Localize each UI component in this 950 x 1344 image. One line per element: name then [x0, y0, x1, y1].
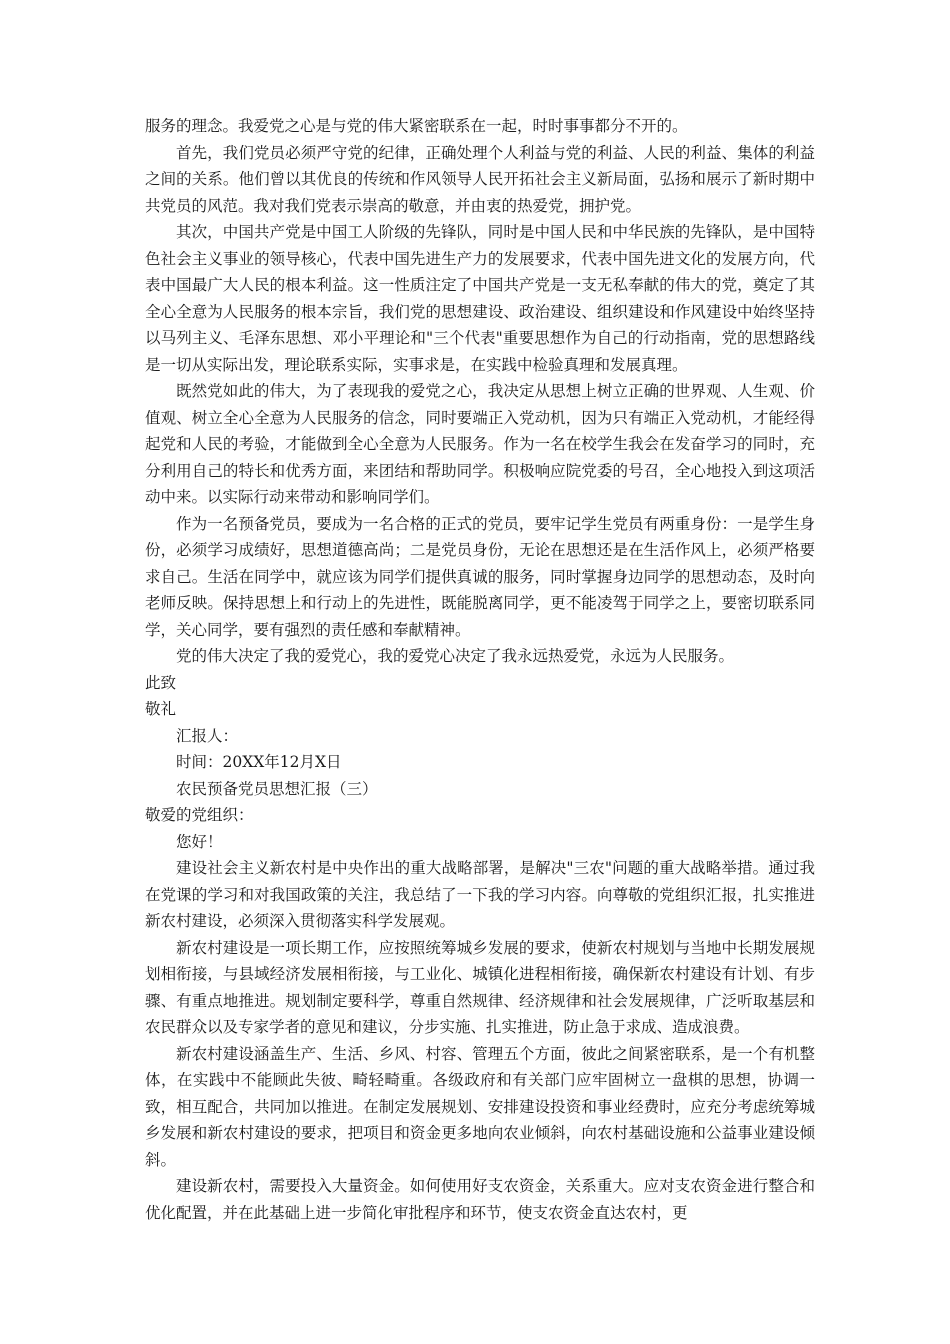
section-title: 农民预备党员思想汇报（三）: [176, 779, 378, 798]
paragraph-7: 建设社会主义新农村是中央作出的重大战略部署，是解决"三农"问题的重大战略举措。通过我在党课的学习和对我国政策的关注，我总结了一下我的学习内容。向尊敬的党组织汇报，扎实推进新农村建设，必须深入贯彻落实科学发展观。: [145, 859, 815, 930]
paragraph-9: 新农村建设涵盖生产、生活、乡风、村容、管理五个方面，彼此之间紧密联系，是一个有机整体，在实践中不能顾此失彼、畸轻畸重。各级政府和有关部门应牢固树立一盘棋的思想，协调一致，相互配合，共同加以推进。在制定发展规划、安排建设投资和事业经费时，应充分考虑统筹城乡发展和新农村建设的要求，把项目和资金更多地向农业倾斜，向农村基础设施和公益事业建设倾斜。: [145, 1044, 815, 1169]
closing-salutation-1: 此致: [145, 673, 177, 692]
paragraph-8: 新农村建设是一项长期工作，应按照统筹城乡发展的要求，使新农村规划与当地中长期发展规划相衔接，与县域经济发展相衔接，与工业化、城镇化进程相衔接，确保新农村建设有计划、有步骤、有重点地推进。规划制定要科学，尊重自然规律、经济规律和社会发展规律，广泛听取基层和农民群众以及专家学者的意见和建议，分步实施、扎实推进，防止急于求成、造成浪费。: [145, 938, 815, 1036]
paragraph-1: 服务的理念。我爱党之心是与党的伟大紧密联系在一起，时时事事都分不开的。: [145, 117, 688, 135]
paragraph-3: 其次，中国共产党是中国工人阶级的先锋队，同时是中国人民和中华民族的先锋队，是中国特色社会主义事业的领导核心，代表中国先进生产力的发展要求，代表中国先进文化的发展方向，代表中国最广大人民的根本利益。这一性质注定了中国共产党是一支无私奉献的伟大的党，奠定了其全心全意为人民服务的根本宗旨，我们党的思想建设、政治建设、组织建设和作风建设中始终坚持以马列主义、毛泽东思想、邓小平理论和"三个代表"重要思想作为自己的行动指南，党的思想路线是一切从实际出发，理论联系实际，实事求是，在实践中检验真理和发展真理。: [145, 223, 815, 374]
paragraph-5: 作为一名预备党员，要成为一名合格的正式的党员，要牢记学生党员有两重身份：一是学生身份，必须学习成绩好，思想道德高尚；二是党员身份，无论在思想还是在生活作风上，必须严格要求自己。生活在同学中，就应该为同学们提供真诚的服务，同时掌握身边同学的思想动态，及时向老师反映。保持思想上和行动上的先进性，既能脱离同学，更不能凌驾于同学之上，要密切联系同学，关心同学，要有强烈的责任感和奉献精神。: [145, 514, 815, 639]
paragraph-2: 首先，我们党员必须严守党的纪律，正确处理个人利益与党的利益、人民的利益、集体的利益之间的关系。他们曾以其优良的传统和作风领导人民开拓社会主义新局面，弘扬和展示了新时期中共党员的风范。我对我们党表示崇高的敬意，并由衷的热爱党，拥护党。: [145, 143, 815, 215]
document-body: [145, 113, 815, 1226]
reporter-line: 汇报人：: [176, 726, 239, 745]
date-line: 时间：20XX年12月X日: [176, 753, 342, 771]
paragraph-10: 建设新农村，需要投入大量资金。如何使用好支农资金，关系重大。应对支农资金进行整合和优化配置，并在此基础上进一步简化审批程序和环节，使支农资金直达农村，更: [145, 1177, 815, 1222]
paragraph-4: 既然党如此的伟大，为了表现我的爱党之心，我决定从思想上树立正确的世界观、人生观、价值观、树立全心全意为人民服务的信念，同时要端正入党动机，因为只有端正入党动机，才能经得起党和人民的考验，才能做到全心全意为人民服务。作为一名在校学生我会在发奋学习的同时，充分利用自己的特长和优秀方面，来团结和帮助同学。积极响应院党委的号召，全心地投入到这项活动中来。以实际行动来带动和影响同学们。: [145, 382, 815, 506]
greeting-hello: 您好！: [176, 832, 223, 851]
paragraph-6: 党的伟大决定了我的爱党心，我的爱党心决定了我永远热爱党，永远为人民服务。: [176, 647, 735, 665]
closing-salutation-2: 敬礼: [145, 700, 177, 718]
greeting-addressee: 敬爱的党组织：: [145, 806, 254, 824]
